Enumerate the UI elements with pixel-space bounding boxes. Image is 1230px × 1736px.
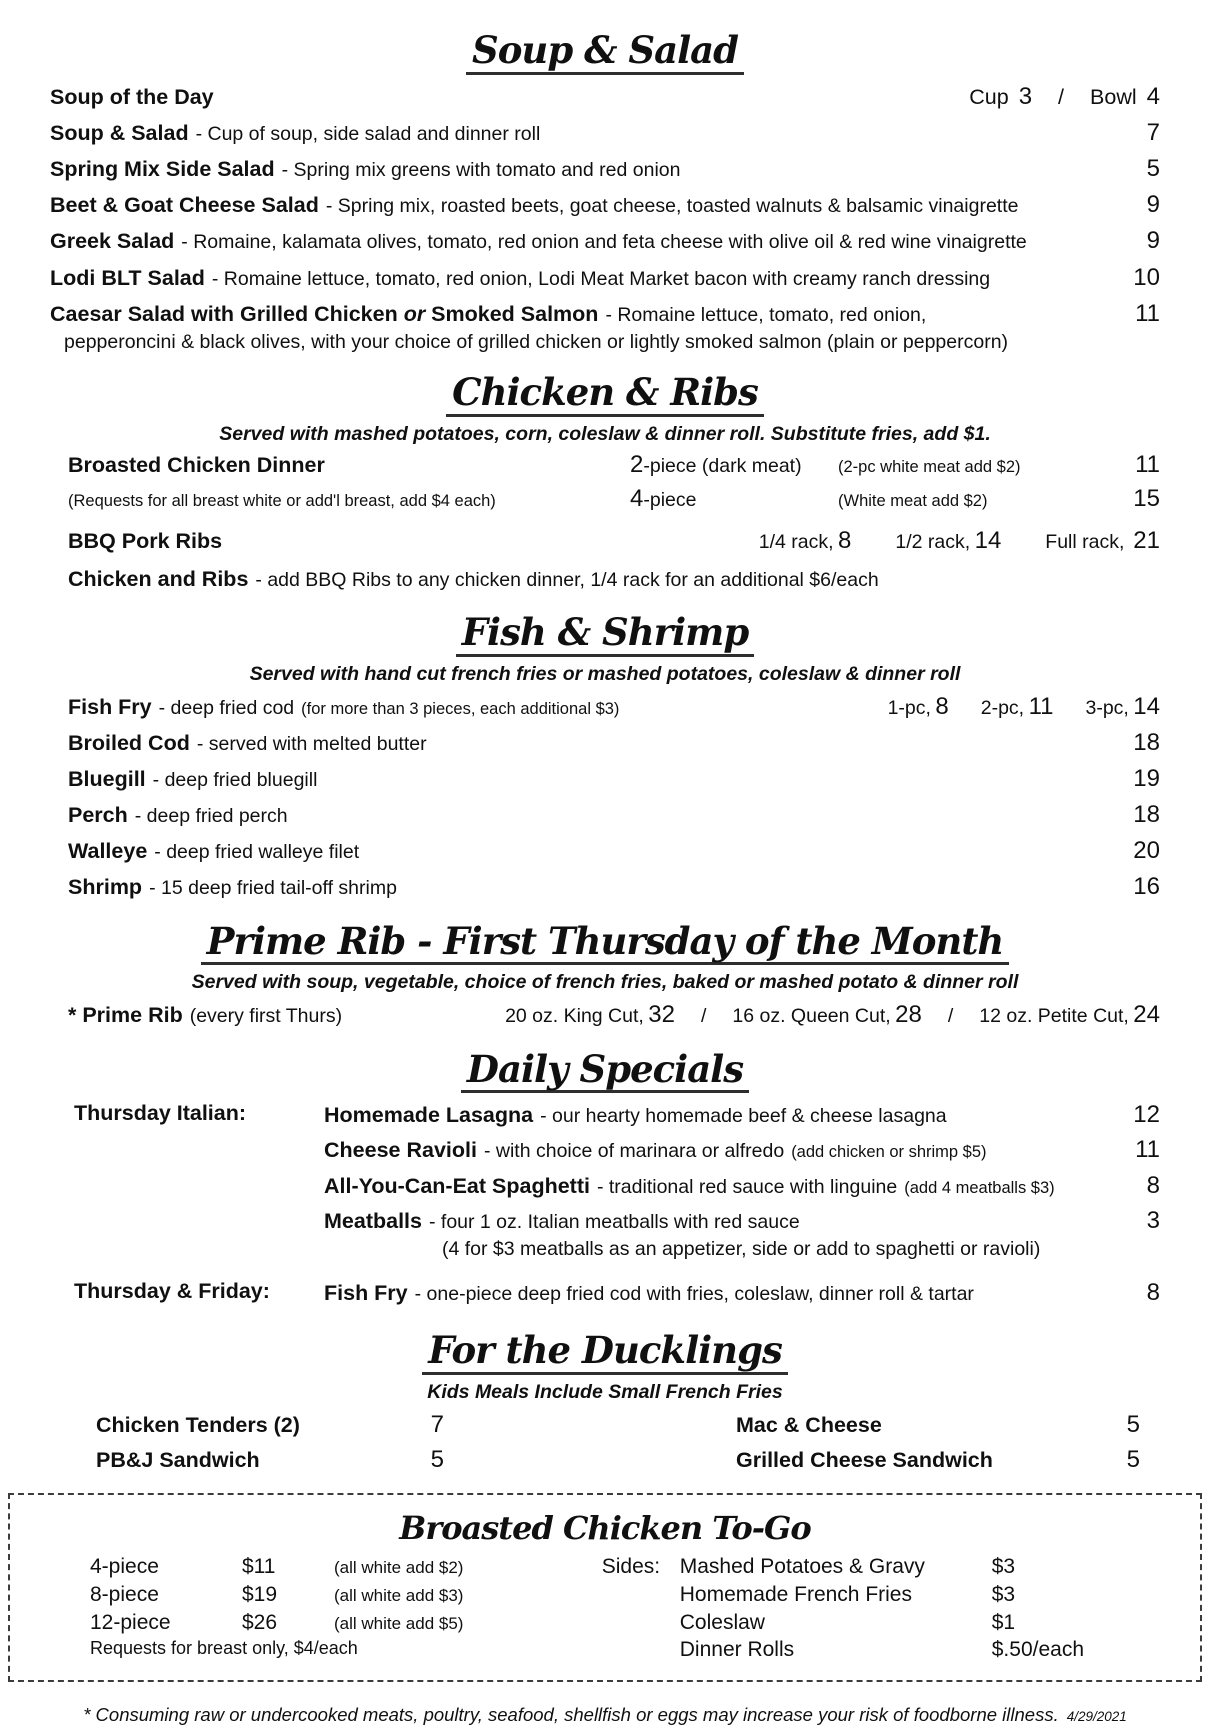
togo-item: [90, 1583, 463, 1608]
menu-item: [96, 1444, 444, 1475]
section-chicken-ribs: [50, 372, 1160, 594]
item-price: 7: [430, 1410, 444, 1438]
section-prime-rib: [50, 918, 1160, 1031]
item-desc: - Cup of soup, side salad and dinner roll: [195, 122, 541, 145]
section-title-fish-shrimp: Fish & Shrimp: [456, 612, 754, 657]
item-desc: - deep fried perch: [134, 805, 288, 828]
item-name: Meatballs: [324, 1208, 422, 1233]
item-name: All-You-Can-Eat Spaghetti: [324, 1173, 590, 1198]
item-name: Homemade Lasagna: [324, 1103, 534, 1128]
menu-item-bbq-pork-ribs: [68, 525, 1160, 556]
menu-item: [736, 1444, 1140, 1475]
menu-item: [50, 262, 1160, 293]
item-note: (add 4 meatballs $3): [904, 1178, 1055, 1197]
option-2pc: 2-pc, 11: [980, 692, 1054, 720]
item-name: Spring Mix Side Salad: [50, 157, 275, 182]
section-title-prime-rib: Prime Rib - First Thursday of the Month: [201, 921, 1010, 966]
item-price: 9: [1146, 191, 1160, 219]
menu-item: [68, 727, 1160, 758]
item-desc: - Romaine lettuce, tomato, red onion, Lodi Meat Market bacon with creamy ranch dressing: [211, 267, 991, 290]
item-name: Fish Fry: [324, 1280, 408, 1305]
section-kids: [50, 1330, 1160, 1479]
item-price: 11: [1135, 299, 1160, 327]
item-price: 11: [1135, 450, 1160, 478]
menu-item: [68, 871, 1160, 902]
option-quarter-rack: 1/4 rack, 8: [758, 526, 852, 554]
item-price: 18: [1133, 801, 1160, 829]
item-name: Perch: [68, 803, 128, 828]
option-full-rack: Full rack, 21: [1045, 526, 1160, 554]
section-title-chicken-ribs: Chicken & Ribs: [446, 372, 764, 417]
item-price: 5: [430, 1446, 444, 1473]
item-desc: - Romaine lettuce, tomato, red onion,: [605, 303, 927, 326]
item-desc: - deep fried bluegill: [152, 768, 318, 791]
item-price: $.50/each: [991, 1638, 1084, 1662]
option-3pc: 3-pc, 14: [1085, 692, 1160, 720]
togo-item: [90, 1555, 463, 1580]
item-name: * Prime Rib: [68, 1003, 183, 1028]
item-desc: - one-piece deep fried cod with fries, coleslaw, dinner roll & tartar: [414, 1282, 974, 1305]
item-price: $26: [242, 1610, 278, 1634]
item-name: Greek Salad: [50, 229, 175, 254]
item-name: Shrimp: [68, 875, 143, 900]
item-price: 12: [1133, 1101, 1160, 1129]
menu-item: [68, 835, 1160, 866]
menu-item: [324, 1205, 1160, 1236]
item-name: Dinner Rolls: [679, 1638, 795, 1662]
item-note: (all white add $2): [334, 1558, 464, 1578]
price-slash: /: [947, 1005, 954, 1028]
item-desc-continued: pepperoncini & black olives, with your choice of grilled chicken or lightly smoked salmon (plain or peppercorn): [64, 331, 1009, 353]
item-desc: - Spring mix, roasted beets, goat cheese, toasted walnuts & balsamic vinaigrette: [325, 195, 1019, 218]
bowl-price: 4: [1146, 82, 1160, 110]
togo-box: [8, 1493, 1202, 1682]
option-half-rack: 1/2 rack, 14: [895, 526, 1002, 554]
menu-item-soup-of-the-day: [50, 81, 1160, 112]
togo-left-column: [90, 1555, 463, 1666]
section-subtitle: Served with soup, vegetable, choice of french fries, baked or mashed potato & dinner roll: [191, 971, 1019, 994]
item-name: 4-piece: [90, 1555, 159, 1579]
item-name: Chicken and Ribs: [68, 566, 249, 591]
kids-columns: [50, 1409, 1160, 1479]
item-price: 18: [1133, 728, 1160, 756]
item-price: 8: [1146, 1278, 1160, 1306]
item-name: Broiled Cod: [68, 730, 190, 755]
item-price: 15: [1133, 484, 1160, 512]
item-price: 3: [1146, 1206, 1160, 1234]
menu-item-fish-fry: [68, 691, 1160, 722]
specials-day-label: Thursday & Friday:: [74, 1278, 270, 1303]
menu-item: [324, 1277, 1160, 1308]
togo-columns: [38, 1555, 1172, 1666]
section-subtitle: Kids Meals Include Small French Fries: [427, 1380, 783, 1403]
item-note: (all white add $5): [334, 1613, 464, 1633]
item-name: Soup of the Day: [50, 84, 214, 109]
section-title-togo: Broasted Chicken To-Go: [399, 1509, 811, 1548]
item-desc: - four 1 oz. Italian meatballs with red sauce: [428, 1210, 800, 1233]
item-desc: - our hearty homemade beef & cheese lasagna: [540, 1105, 947, 1128]
togo-breast-note: Requests for breast only, $4/each: [90, 1638, 358, 1659]
item-desc: - served with melted butter: [196, 732, 427, 755]
item-desc: - deep fried cod: [158, 696, 295, 719]
menu-item-caesar-salad: [50, 298, 1160, 329]
disclaimer-text: * Consuming raw or undercooked meats, poultry, seafood, shellfish or eggs may increase your risk of foodborne illness.: [83, 1704, 1059, 1726]
option-note: (2-pc white meat add $2): [838, 457, 1021, 476]
item-note: (add chicken or shrimp $5): [791, 1143, 987, 1162]
daily-specials-grid: [74, 1099, 1160, 1312]
item-price: 5: [1126, 1446, 1140, 1473]
item-name: Chicken Tenders (2): [96, 1412, 300, 1437]
option-2-piece: 2-piece (dark meat): [630, 450, 802, 478]
price-slash: /: [1058, 84, 1065, 109]
menu-item: [736, 1409, 1140, 1440]
option-petite-cut: 12 oz. Petite Cut, 24: [979, 1001, 1160, 1029]
sides-label: Sides:: [601, 1555, 661, 1579]
section-subtitle: Served with hand cut french fries or mashed potatoes, coleslaw & dinner roll: [249, 662, 961, 685]
item-desc: - Romaine, kalamata olives, tomato, red onion and feta cheese with olive oil & red wine vinaigrette: [181, 231, 1027, 254]
togo-side-item: [602, 1555, 1084, 1580]
section-title-daily-specials: Daily Specials: [461, 1049, 749, 1094]
item-desc: - Spring mix greens with tomato and red onion: [281, 159, 681, 182]
item-price: 10: [1133, 263, 1160, 291]
menu-item-chicken-and-ribs: [68, 566, 1160, 594]
section-daily-specials: [50, 1046, 1160, 1313]
menu-item-prime-rib: [68, 999, 1160, 1030]
menu-item: [324, 1134, 1160, 1165]
item-note: (Requests for all breast white or add'l breast, add $4 each): [68, 491, 496, 510]
section-title-soup-salad: Soup & Salad: [466, 30, 744, 75]
item-name: Soup & Salad: [50, 120, 189, 145]
broasted-chicken-dinner: [68, 451, 1160, 513]
item-desc: - 15 deep fried tail-off shrimp: [149, 877, 397, 900]
item-note: (every first Thurs): [189, 1005, 343, 1028]
kids-left-column: [96, 1409, 444, 1479]
togo-side-item: [602, 1638, 1084, 1663]
item-name: BBQ Pork Ribs: [68, 528, 223, 553]
togo-item: [90, 1611, 463, 1636]
item-price: 5: [1126, 1410, 1140, 1438]
item-price: 11: [1135, 1136, 1160, 1164]
option-note: (White meat add $2): [838, 491, 988, 510]
menu-item: [50, 153, 1160, 184]
menu-item: [50, 189, 1160, 220]
cup-label: Cup: [969, 84, 1009, 109]
option-1pc: 1-pc, 8: [887, 692, 949, 720]
item-price: $3: [991, 1555, 1016, 1579]
specials-day-label: Thursday Italian:: [74, 1101, 247, 1126]
cup-price: 3: [1018, 82, 1033, 110]
item-price: 19: [1133, 764, 1160, 792]
item-name: Beet & Goat Cheese Salad: [50, 193, 319, 218]
item-price: 8: [1146, 1171, 1160, 1199]
item-price: 7: [1146, 118, 1160, 146]
item-name: Fish Fry: [68, 694, 152, 719]
item-name: Coleslaw: [679, 1610, 765, 1634]
specials-items: [324, 1099, 1160, 1265]
specials-items: [324, 1265, 1160, 1312]
item-desc: - traditional red sauce with linguine: [596, 1175, 898, 1198]
section-fish-shrimp: [50, 609, 1160, 903]
kids-right-column: [736, 1409, 1140, 1479]
section-subtitle: Served with mashed potatoes, corn, coleslaw & dinner roll. Substitute fries, add $1.: [219, 422, 991, 445]
option-queen-cut: 16 oz. Queen Cut, 28: [732, 1001, 922, 1029]
menu-item: [50, 117, 1160, 148]
menu-item: [50, 225, 1160, 256]
item-name: Broasted Chicken Dinner: [68, 452, 325, 477]
item-desc: - deep fried walleye filet: [154, 841, 360, 864]
option-4-piece: 4-piece: [630, 484, 697, 512]
item-price: $1: [991, 1610, 1016, 1634]
item-price: $11: [242, 1555, 276, 1579]
item-desc: - with choice of marinara or alfredo: [483, 1140, 785, 1163]
item-price: 20: [1133, 837, 1160, 865]
option-king-cut: 20 oz. King Cut, 32: [505, 1001, 675, 1029]
section-title-kids: For the Ducklings: [422, 1330, 788, 1375]
menu-item: [324, 1099, 1160, 1130]
item-note: (for more than 3 pieces, each additional $3): [301, 699, 620, 718]
meatballs-note: (4 for $3 meatballs as an appetizer, side or add to spaghetti or ravioli): [442, 1237, 1041, 1260]
item-note: (all white add $3): [334, 1585, 464, 1605]
togo-side-item: [602, 1583, 1084, 1608]
item-name: Caesar Salad with Grilled Chicken or Smoked Salmon: [50, 301, 599, 326]
item-desc: - add BBQ Ribs to any chicken dinner, 1/4 rack for an additional $6/each: [255, 568, 879, 591]
item-name: Bluegill: [68, 766, 146, 791]
item-price: 5: [1146, 155, 1160, 183]
section-soup-salad: [50, 30, 1160, 354]
footer-disclaimer: [50, 1704, 1160, 1726]
bowl-label: Bowl: [1090, 84, 1137, 109]
item-name: Grilled Cheese Sandwich: [736, 1448, 993, 1472]
item-name: Cheese Ravioli: [324, 1138, 477, 1163]
item-name: Homemade French Fries: [679, 1582, 912, 1606]
item-price: 9: [1146, 227, 1160, 255]
item-name: Mashed Potatoes & Gravy: [679, 1555, 925, 1579]
item-name: Walleye: [68, 839, 148, 864]
item-price: $19: [242, 1582, 278, 1606]
item-name: PB&J Sandwich: [96, 1448, 260, 1472]
togo-sides-column: [602, 1555, 1084, 1666]
menu-item: [68, 799, 1160, 830]
menu-date: 4/29/2021: [1066, 1709, 1127, 1725]
menu-item: [68, 763, 1160, 794]
menu-item: [324, 1170, 1160, 1201]
menu-item: [96, 1409, 444, 1440]
soup-of-day-prices: [969, 81, 1160, 112]
item-name: Lodi BLT Salad: [50, 265, 205, 290]
item-price: 16: [1133, 873, 1160, 901]
price-slash: /: [700, 1005, 707, 1028]
item-price: $3: [991, 1582, 1016, 1606]
item-name: 12-piece: [90, 1610, 171, 1634]
item-name: Mac & Cheese: [736, 1412, 882, 1437]
item-name: 8-piece: [90, 1582, 159, 1606]
togo-side-item: [602, 1611, 1084, 1636]
